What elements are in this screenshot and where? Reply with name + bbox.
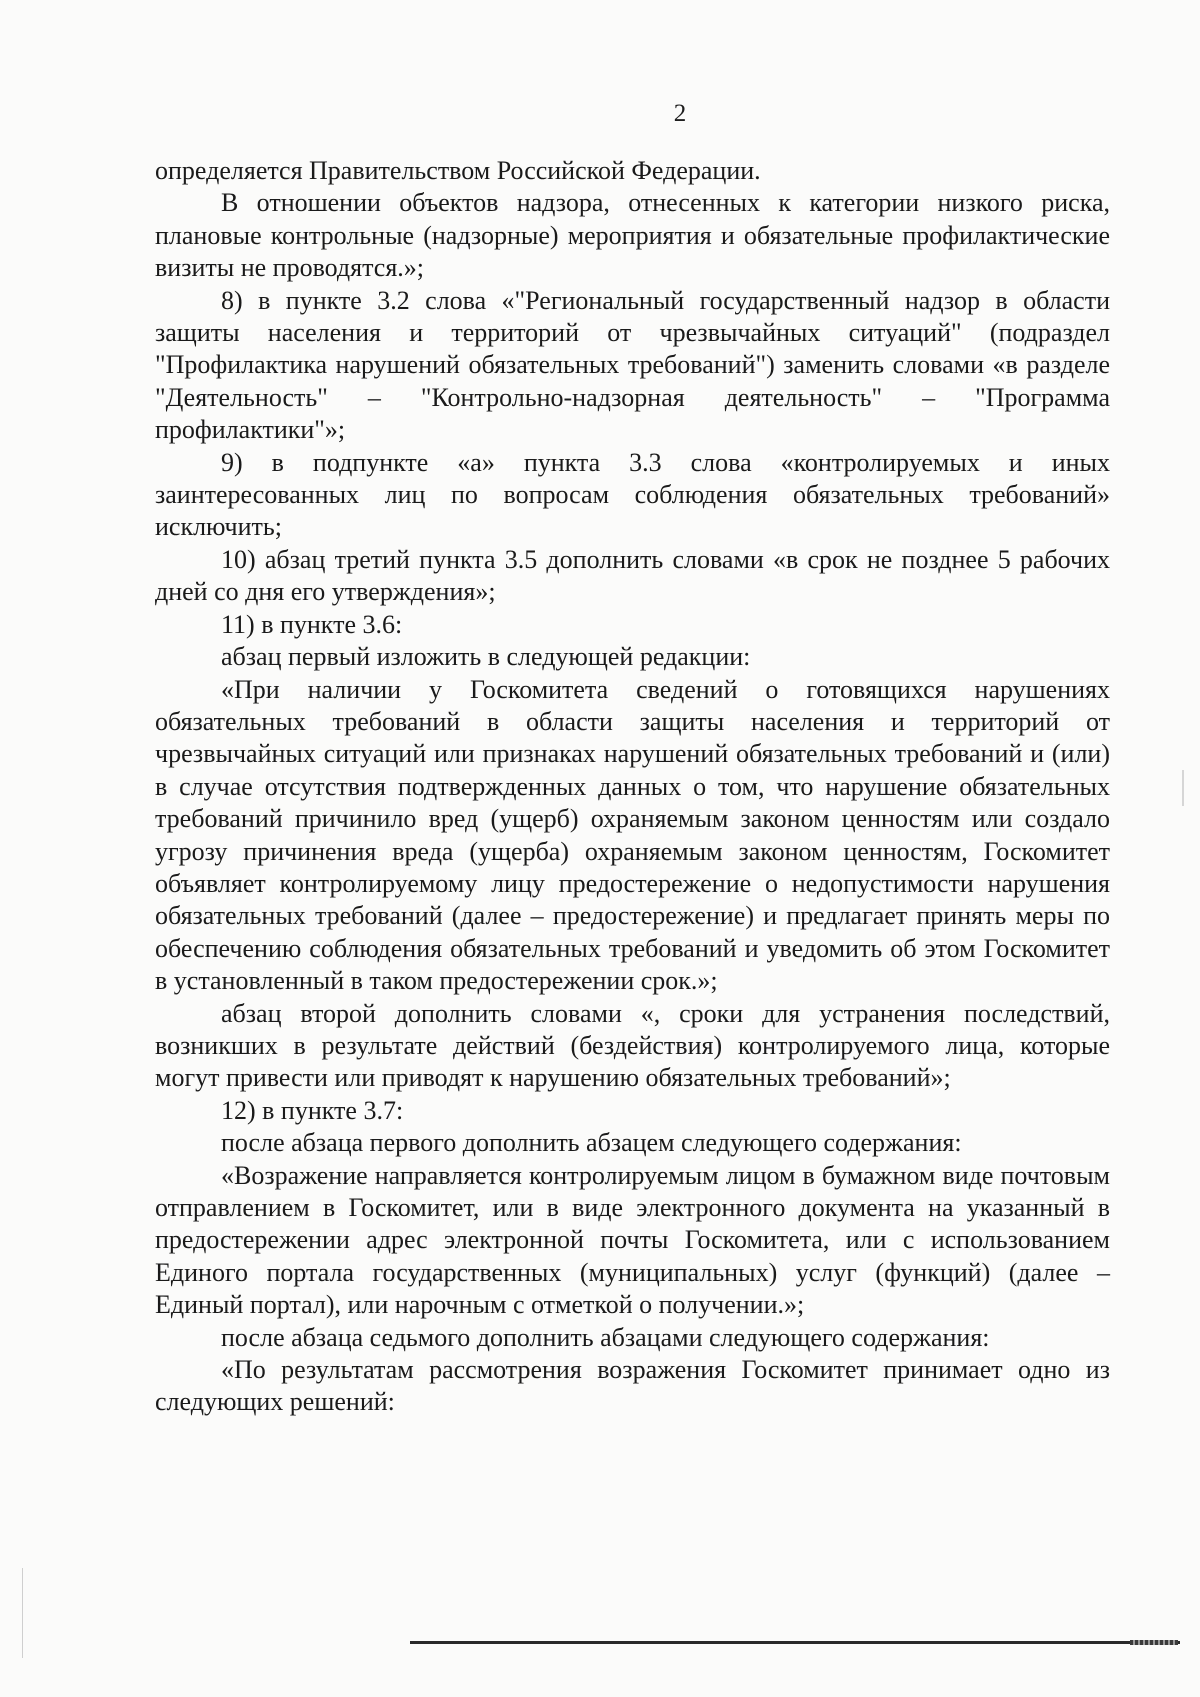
paragraph-5: 10) абзац третий пункта 3.5 дополнить словами «в срок не позднее 5 рабочих дней со дня его утверждения»; xyxy=(155,544,1110,607)
paragraph-9: абзац второй дополнить словами «, сроки для устранения последствий, возникших в результате действий (бездействия) контролируемого лица, которые могут привести или приводят к нарушению обязательных требований»; xyxy=(155,998,1110,1093)
scan-edge-line xyxy=(410,1641,1180,1644)
paragraph-7: абзац первый изложить в следующей редакции: xyxy=(221,642,751,672)
scan-edge-noise xyxy=(1130,1640,1178,1645)
paragraph-6: 11) в пункте 3.6: xyxy=(221,609,403,639)
scan-margin-mark xyxy=(22,1568,23,1658)
document-body xyxy=(155,155,1110,1419)
paragraph-3: 8) в пункте 3.2 слова «"Региональный государственный надзор в области защиты населения и территорий от чрезвычайных ситуаций" (подраздел "Профилактика нарушений обязательных требований") заменить словами «в разделе "Деятельность" – "Контрольно-надзорная деятельность" – "Программа профилактики"»; xyxy=(155,285,1110,445)
paragraph-13: после абзаца седьмого дополнить абзацами следующего содержания: xyxy=(221,1322,990,1352)
paragraph-2: В отношении объектов надзора, отнесенных к категории низкого риска, плановые контрольные (надзорные) мероприятия и обязательные профилактические визиты не проводятся.»; xyxy=(155,188,1110,283)
paragraph-1: определяется Правительством Российской Федерации. xyxy=(155,156,761,185)
paragraph-14: «По результатам рассмотрения возражения Госкомитет принимает одно из следующих решений: xyxy=(155,1355,1110,1417)
paragraph-11: после абзаца первого дополнить абзацем следующего содержания: xyxy=(221,1128,962,1158)
paragraph-12: «Возражение направляется контролируемым лицом в бумажном виде почтовым отправлением в Госкомитет, или в виде электронного документа на указанный в предостережении адрес электронной почты Госкомитета, или с использованием Единого портала государственных (муниципальных) услуг (функций) (далее – Единый портал), или нарочным с отметкой о получении.»; xyxy=(155,1160,1110,1320)
paragraph-4: 9) в подпункте «а» пункта 3.3 слова «контролируемых и иных заинтересованных лиц по вопросам соблюдения обязательных требований» исключить; xyxy=(155,447,1110,542)
scan-side-mark xyxy=(1182,770,1184,806)
paragraph-10: 12) в пункте 3.7: xyxy=(221,1095,404,1125)
paragraph-8: «При наличии у Госкомитета сведений о готовящихся нарушениях обязательных требований в области защиты населения и территорий от чрезвычайных ситуаций или признаках нарушений обязательных требований и (или) в случае отсутствия подтвержденных данных о том, что нарушение обязательных требований причинило вред (ущерб) охраняемым законом ценностям или создало угрозу причинения вреда (ущерба) охраняемым законом ценностям, Госкомитет объявляет контролируемому лицу предостережение о недопустимости нарушения обязательных требований (далее – предостережение) и предлагает принять меры по обеспечению соблюдения обязательных требований и уведомить об этом Госкомитет в установленный в таком предостережении срок.»; xyxy=(155,674,1110,996)
page-number: 2 xyxy=(673,100,687,127)
